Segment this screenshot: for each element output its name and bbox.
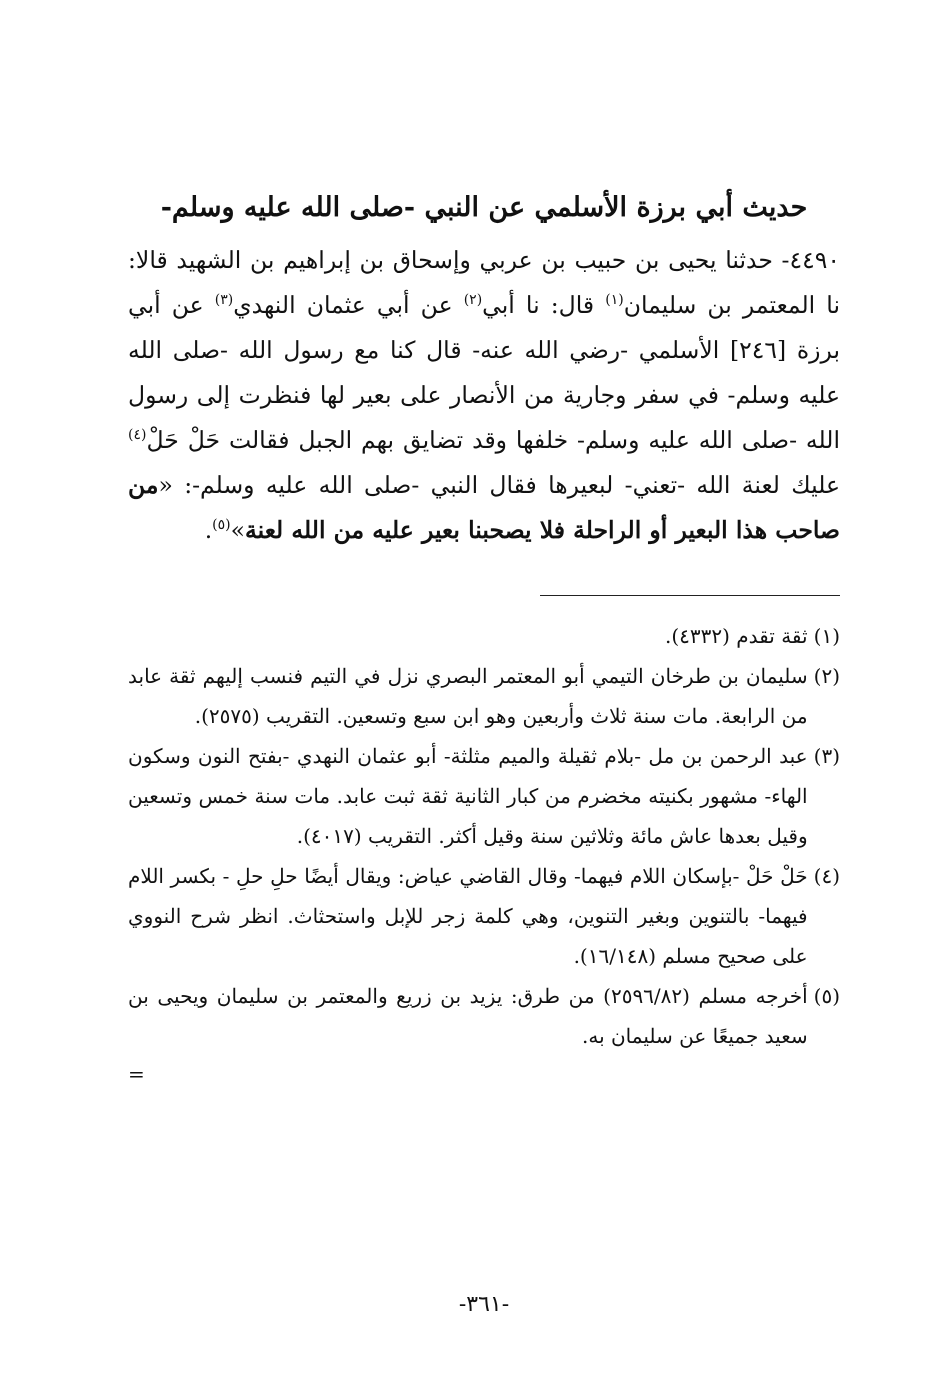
footnote-number: (٢) bbox=[813, 664, 840, 688]
footnote-number: (١) bbox=[813, 624, 840, 648]
continuation-mark: = bbox=[128, 1062, 145, 1086]
footnote-text: ثقة تقدم (٤٣٣٢). bbox=[664, 624, 808, 648]
footnote-3 bbox=[128, 736, 840, 856]
footnote-ref-4: (٤) bbox=[128, 427, 147, 444]
hadith-segment-e: عليك لعنة الله -تعني- لبعيرها فقال النبي -صلى الله عليه وسلم-: « bbox=[158, 471, 840, 499]
hadith-segment-f: » bbox=[230, 516, 246, 544]
hadith-segment-a: ٤٤٩٠- حدثنا يحيى بن حبيب بن عربي وإسحاق بن إبراهيم بن الشهيد قالا: نا المعتمر بن سليمان bbox=[128, 246, 840, 319]
footnote-number: (٥) bbox=[813, 984, 840, 1008]
hadith-text bbox=[128, 238, 840, 553]
footnote-4 bbox=[128, 856, 840, 976]
hadith-segment-c: عن أبي عثمان النهدي bbox=[233, 291, 464, 319]
footnote-text: أخرجه مسلم (٢٥٩٦/٨٢) من طرق: يزيد بن زريع والمعتمر بن سليمان ويحيى بن سعيد جميعًا عن سليمان به. bbox=[128, 984, 808, 1048]
footnote-ref-2: (٢) bbox=[463, 292, 483, 309]
footnote-number: (٣) bbox=[813, 744, 840, 768]
page-number: -٣٦١- bbox=[458, 1292, 510, 1317]
footnote-text: عبد الرحمن بن مل -بلام ثقيلة والميم مثلثة- أبو عثمان النهدي -بفتح النون وسكون الهاء- مشهور بكنيته مخضرم من كبار الثانية ثقة ثبت عابد. مات سنة خمس وتسعين وقيل بعدها عاش مائة وثلاثين سنة وقيل أكثر. التقريب (٤٠١٧). bbox=[128, 744, 808, 848]
footnote-ref-5: (٥) bbox=[212, 517, 231, 534]
section-heading: حديث أبي برزة الأسلمي عن النبي -صلى الله عليه وسلم- bbox=[160, 192, 808, 223]
footnote-divider bbox=[540, 595, 840, 596]
hadith-paragraph bbox=[128, 238, 840, 553]
hadith-segment-d: عن أبي برزة [٢٤٦] الأسلمي -رضي الله عنه- قال كنا مع رسول الله -صلى الله عليه وسلم- في سفر وجارية من الأنصار على بعير لها فنظرت إلى رسول الله -صلى الله عليه وسلم- خلفها وقد تضايق بهم الجبل فقالت حَلْ حَلْ bbox=[128, 291, 840, 454]
prophetic-quote: من صاحب هذا البعير أو الراحلة فلا يصحبنا بعير عليه من الله لعنة bbox=[128, 471, 840, 544]
footnote-text: حَلْ حَلْ -بإسكان اللام فيهما- وقال القاضي عياض: ويقال أيضًا حلِ حلِ - بكسر اللام فيهما- بالتنوين وبغير التنوين، وهي كلمة زجر للإبل واستحثاث. انظر شرح النووي على صحيح مسلم (١٦/١٤٨). bbox=[128, 864, 808, 968]
footnote-ref-3: (٣) bbox=[214, 292, 234, 309]
hadith-segment-b: قال: نا أبي bbox=[482, 291, 606, 319]
footnote-2 bbox=[128, 656, 840, 736]
footnote-number: (٤) bbox=[813, 864, 840, 888]
footnote-text: سليمان بن طرخان التيمي أبو المعتمر البصري نزل في التيم فنسب إليهم ثقة عابد من الرابعة. مات سنة ثلاث وأربعين وهو ابن سبع وتسعين. التقريب (٢٥٧٥). bbox=[128, 664, 808, 728]
footnotes bbox=[128, 616, 840, 1056]
book-page bbox=[128, 150, 840, 1350]
footnote-1 bbox=[128, 616, 840, 656]
footnote-5 bbox=[128, 976, 840, 1056]
hadith-segment-g: . bbox=[204, 516, 213, 544]
footnote-ref-1: (١) bbox=[605, 292, 624, 309]
